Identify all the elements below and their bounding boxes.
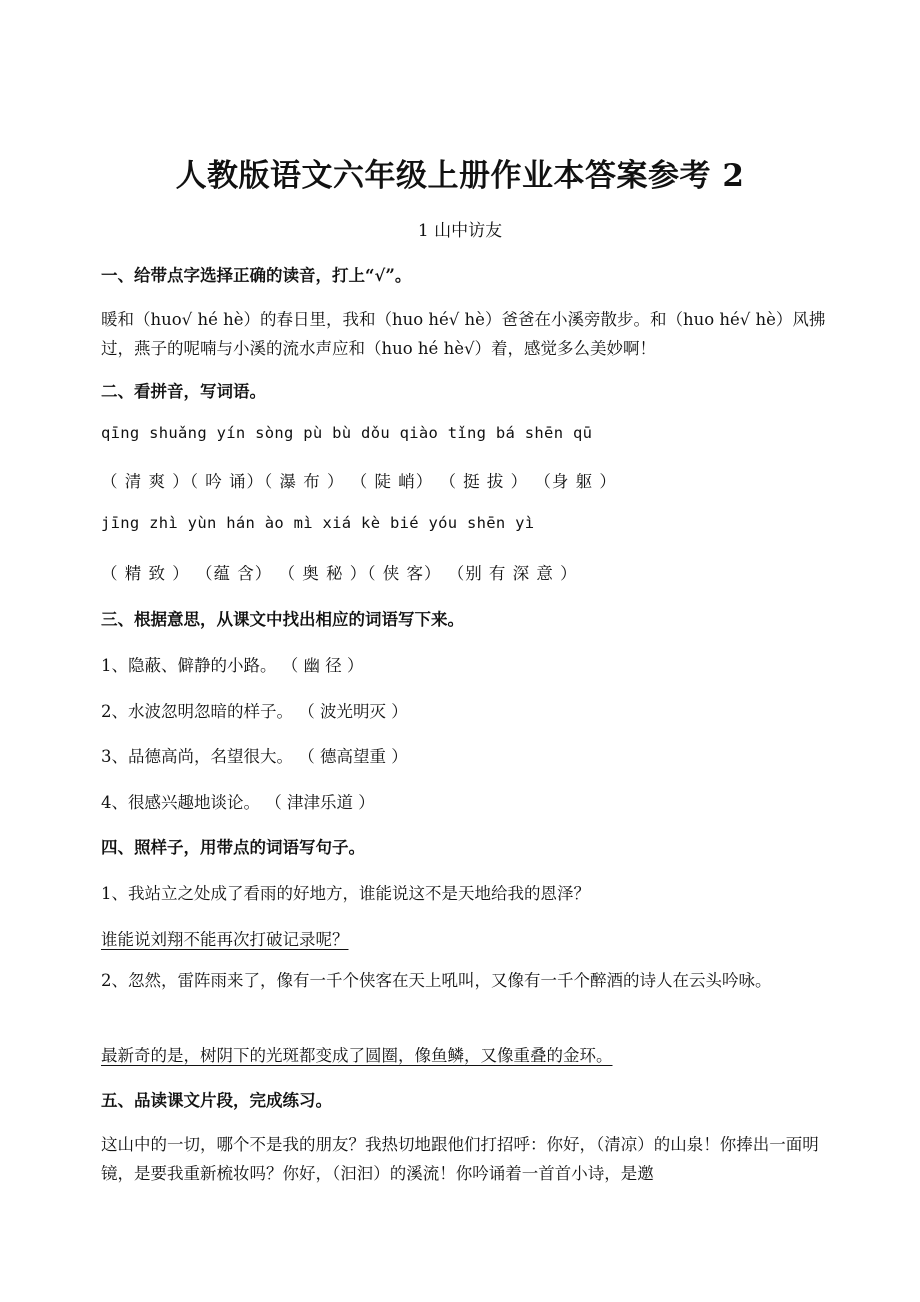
list-item: 3、品德高尚，名望很大。 （ 德高望重 ） [101, 747, 408, 766]
section-1-heading: 一、给带点字选择正确的读音，打上“√”。 [101, 266, 412, 285]
list-item: 4、很感兴趣地谈论。 （ 津津乐道 ） [101, 793, 375, 812]
section-5-text: 这山中的一切，哪个不是我的朋友？我热切地跟他们打招呼：你好，（清凉）的山泉！你捧出一面明镜，是要我重新梳妆吗？你好，（汩汩）的溪流！你吟诵着一首首小诗，是邀 [101, 1135, 819, 1183]
answer-row-1: （ 清 爽 ）（ 吟 诵）（ 瀑 布 ） （ 陡 峭） （ 挺 拔 ） （身 躯 ） [101, 472, 617, 491]
section-3-heading: 三、根据意思，从课文中找出相应的词语写下来。 [101, 610, 464, 629]
pinyin-row-2: jīng zhì yùn hán ào mì xiá kè bié yóu shēn yì [101, 514, 535, 532]
page-title: 人教版语文六年级上册作业本答案参考 2 [175, 158, 745, 194]
answer-2: 最新奇的是，树阴下的光斑都变成了圆圈，像鱼鳞，又像重叠的金环。 [101, 1046, 613, 1065]
pinyin-row-1: qīng shuǎng yín sòng pù bù dǒu qiào tǐng bá shēn qū [101, 424, 593, 442]
section-1-text: 暖和（huo√ hé hè）的春日里，我和（huo hé√ hè）爸爸在小溪旁散步。和（huo hé√ hè）风拂过，燕子的呢喃与小溪的流水声应和（huo hé hè√）着，感觉多么美妙啊！ [101, 310, 826, 358]
question-1: 1、我站立之处成了看雨的好地方，谁能说这不是天地给我的恩泽？ [101, 884, 590, 903]
section-4-heading: 四、照样子，用带点的词语写句子。 [101, 838, 365, 857]
list-item: 2、水波忽明忽暗的样子。 （ 波光明灭 ） [101, 702, 408, 721]
answer-1: 谁能说刘翔不能再次打破记录呢？ [101, 930, 349, 949]
answer-row-2: （ 精 致 ） （蕴 含） （ 奥 秘 ）（ 侠 客） （别 有 深 意 ） [101, 564, 578, 583]
question-2: 2、忽然，雷阵雨来了，像有一千个侠客在天上吼叫，又像有一千个醉酒的诗人在云头吟咏。 [101, 971, 772, 990]
section-2-heading: 二、看拼音，写词语。 [101, 382, 266, 401]
section-5-heading: 五、品读课文片段，完成练习。 [101, 1091, 332, 1110]
lesson-title: 1 山中访友 [417, 221, 503, 241]
list-item: 1、隐蔽、僻静的小路。 （ 幽 径 ） [101, 656, 364, 675]
